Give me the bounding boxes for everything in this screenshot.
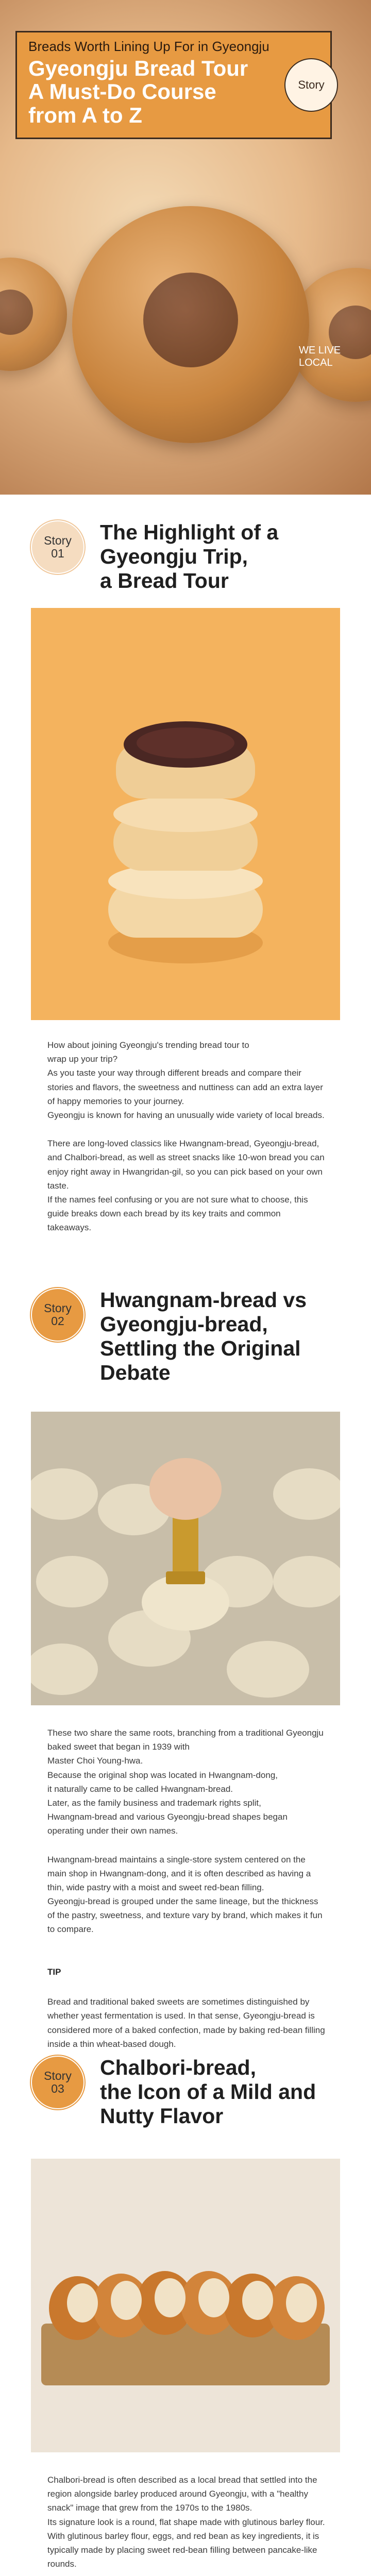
badge-word: Story: [44, 2069, 72, 2082]
badge-number: 02: [51, 1314, 64, 1328]
hero-kicker: Breads Worth Lining Up For in Gyeongju: [28, 39, 269, 54]
paragraph: There are long-loved classics like Hwangnam-bread, Gyeongju-bread, and Chalbori-bread, as well as street snacks like 10-won bread you can enjoy right away in Hwangridan-gil, so you can pick based on your own taste. If the names feel confusing or you are not sure what to choose, this guide breaks down each bread by its key traits and common takeaways.: [47, 1139, 325, 1233]
story-body: [47, 1038, 326, 1249]
story-header: [31, 1288, 307, 1385]
badge-word: Story: [44, 1301, 72, 1315]
badge-number: 03: [51, 2082, 64, 2095]
story-photo: [31, 608, 340, 1020]
story-body: [47, 2473, 326, 2576]
paragraph: Chalbori-bread is often described as a local bread that settled into the region alongside barley produced around Gyeongju, with a "healthy snack" image that grew from the 1970s to the 1980s. Its signature look is a round, flat shape made with glutinous barley flour. With glutinous barley flour, eggs, and red bean as key ingredients, it is typically made by placing sweet red-bean filling between pancake-like rounds.: [47, 2475, 325, 2569]
paragraph: Hwangnam-bread maintains a single-store system centered on the main shop in Hwangnam-dong, and it is often described as having a thin, wide pastry with a moist and sweet red-bean filling. Gyeongju-bread is grouped under the same lineage, but the thickness of the pastry, sweetness, and texture vary by brand, which makes it fun to compare.: [47, 1854, 323, 1935]
stamping-bread-illustration: [31, 1412, 340, 1705]
page-title: Gyeongju Bread Tour A Must-Do Course from A to Z: [28, 56, 248, 127]
watermark-text: WE LIVE LOCAL: [299, 345, 341, 368]
story-title: Chalbori-bread, the Icon of a Mild and Nutty Flavor: [100, 2056, 316, 2128]
story-header: [31, 2056, 316, 2128]
bread-image: [72, 206, 309, 443]
paragraph: How about joining Gyeongju's trending bread tour to wrap up your trip? As you taste your way through different breads and compare their stories and flavors, the sweetness and nuttiness can add an extra layer of happy memories to your journey. Gyeongju is known for having an unusually wide variety of local breads.: [47, 1040, 325, 1120]
chalbori-bread-illustration: [31, 2159, 340, 2452]
stacked-bread-illustration: [31, 608, 340, 1020]
story-title: The Highlight of a Gyeongju Trip, a Bread Tour: [100, 520, 279, 593]
story-number-badge: [31, 1288, 85, 1342]
paragraph: These two share the same roots, branching from a traditional Gyeongju baked sweet that began in 1939 with Master Choi Young-hwa. Because the original shop was located in Hwangnam-dong, it naturally came to be called Hwangnam-bread. Later, as the family business and trademark rights split, Hwangnam-bread and various Gyeongju-bread shapes began operating under their own names.: [47, 1728, 324, 1836]
tip-text: Bread and traditional baked sweets are sometimes distinguished by whether yeast fermentation is used. In that sense, Gyeongju-bread is considered more of a baked confection, made by baking red-bean filling inside a thin wheat-based dough.: [47, 1997, 325, 2049]
badge-word: Story: [44, 533, 72, 547]
tip-block: [47, 1951, 326, 2051]
story-body: [47, 1726, 326, 2065]
badge-number: 01: [51, 547, 64, 560]
story-title: Hwangnam-bread vs Gyeongju-bread, Settling the Original Debate: [100, 1288, 307, 1385]
story-photo: [31, 2159, 340, 2452]
story-number-badge: [31, 520, 85, 574]
story-badge: Story: [284, 58, 338, 112]
bread-image: [0, 258, 67, 371]
hero-banner: [0, 0, 371, 495]
story-header: [31, 520, 278, 593]
story-number-badge: [31, 2056, 85, 2109]
tip-label: TIP: [47, 1967, 61, 1977]
story-photo: [31, 1412, 340, 1705]
